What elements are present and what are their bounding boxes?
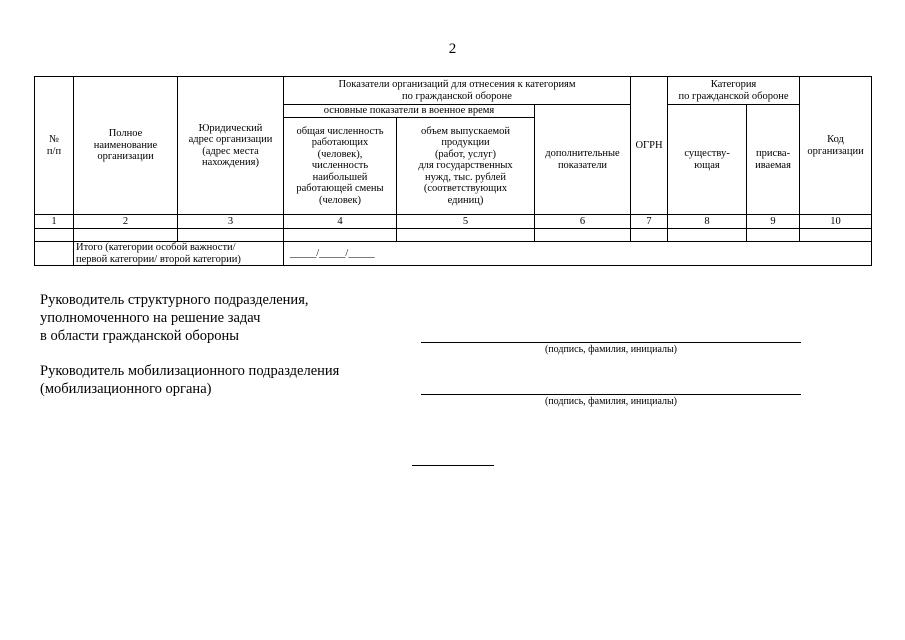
signature-title-civil-defense: Руководитель структурного подразделения, уполномоченного на решение задач в области гражданской обороны (40, 292, 309, 344)
empty-cell (668, 229, 747, 242)
header-category-group: Категория по гражданской обороне (668, 77, 800, 105)
column-number: 2 (74, 215, 178, 229)
header-np: № п/п (35, 77, 74, 215)
signature-line (421, 342, 801, 343)
empty-cell (747, 229, 800, 242)
header-additional: дополнительные показатели (535, 105, 631, 215)
header-assigned: присва- иваемая (747, 105, 800, 215)
empty-cell (74, 229, 178, 242)
empty-cell (535, 229, 631, 242)
header-legal-address: Юридический адрес организации (адрес места нахождения) (178, 77, 284, 215)
signature-caption: (подпись, фамилия, инициалы) (544, 344, 678, 355)
signature-title-mobilization: Руководитель мобилизационного подразделения (мобилизационного органа) (40, 363, 340, 397)
header-indicators-group: Показатели организаций для отнесения к категориям по гражданской обороне (284, 77, 631, 105)
header-existing: существу- ющая (668, 105, 747, 215)
empty-cell (397, 229, 535, 242)
empty-cell (800, 229, 872, 242)
column-number: 10 (800, 215, 872, 229)
empty-cell (35, 242, 74, 266)
header-workers: общая численность работающих (человек), численность наибольшей работающей смены (человек) (284, 118, 397, 215)
column-number: 9 (747, 215, 800, 229)
header-output: объем выпускаемой продукции (работ, услуг) для государственных нужд, тыс. рублей (соответствующих единиц) (397, 118, 535, 215)
column-number: 8 (668, 215, 747, 229)
empty-cell (35, 229, 74, 242)
empty-cell (284, 229, 397, 242)
total-blanks: _____/_____/_____ (284, 242, 872, 266)
empty-data-row (35, 229, 872, 242)
total-row (35, 242, 872, 266)
organization-category-table (34, 76, 872, 266)
column-number: 4 (284, 215, 397, 229)
total-label: Итого (категории особой важности/ первой категории/ второй категории) (74, 242, 284, 266)
column-number: 7 (631, 215, 668, 229)
signature-line (421, 394, 801, 395)
header-ogrn: ОГРН (631, 77, 668, 215)
end-divider-line (412, 465, 494, 466)
empty-cell (631, 229, 668, 242)
column-number: 3 (178, 215, 284, 229)
header-full-name: Полное наименование организации (74, 77, 178, 215)
page-number: 2 (448, 41, 457, 57)
column-number: 1 (35, 215, 74, 229)
column-number: 5 (397, 215, 535, 229)
header-org-code: Код организации (800, 77, 872, 215)
empty-cell (178, 229, 284, 242)
header-wartime-subgroup: основные показатели в военное время (284, 105, 535, 118)
column-number: 6 (535, 215, 631, 229)
signature-caption: (подпись, фамилия, инициалы) (544, 396, 678, 407)
